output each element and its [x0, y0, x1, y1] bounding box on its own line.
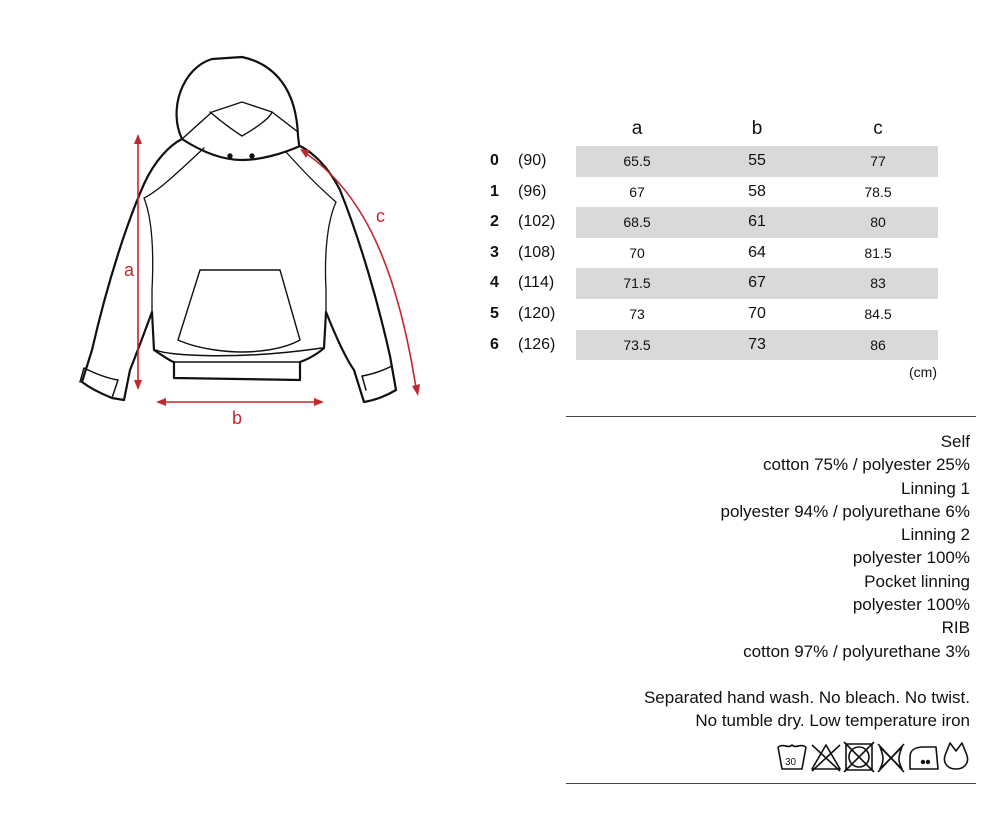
- no-tumble-dry-icon: [844, 742, 874, 772]
- age-label: (90): [518, 152, 547, 169]
- value-b: 58: [748, 182, 766, 200]
- value-c: 78.5: [864, 183, 892, 200]
- age-label: (120): [518, 304, 556, 322]
- value-a: 68.5: [623, 214, 651, 231]
- hoodie-diagram: [60, 50, 440, 440]
- size-label: 5: [490, 304, 499, 322]
- size-label: 6: [490, 335, 499, 353]
- value-b: 64: [748, 243, 766, 261]
- material-part-label: RIB: [941, 618, 970, 638]
- age-label: (114): [518, 274, 555, 292]
- label-c: c: [376, 206, 385, 226]
- material-composition: cotton 75% / polyester 25%: [763, 455, 970, 475]
- value-a: 71.5: [623, 275, 651, 292]
- unit-label: (cm): [909, 364, 937, 380]
- size-label: 3: [490, 243, 499, 261]
- material-composition: polyester 100%: [852, 548, 970, 568]
- size-label: 2: [490, 213, 499, 231]
- material-part-label: Self: [940, 432, 970, 451]
- value-b: 67: [748, 274, 766, 292]
- size-label: 1: [490, 182, 499, 200]
- materials-list: [721, 430, 971, 663]
- value-c: 81.5: [864, 244, 892, 261]
- care-line: No tumble dry. Low temperature iron: [695, 711, 970, 731]
- size-table: [480, 116, 940, 380]
- material-composition: polyester 100%: [852, 595, 970, 615]
- value-a: 73.5: [623, 336, 651, 353]
- material-part-label: Linning 1: [900, 478, 970, 498]
- header-c: c: [873, 118, 883, 139]
- age-label: (96): [518, 182, 547, 200]
- divider-bottom: [566, 783, 976, 784]
- value-a: 65.5: [623, 153, 651, 169]
- value-c: 84.5: [864, 305, 892, 322]
- low-iron-icon: [910, 747, 938, 769]
- value-b: 73: [748, 335, 766, 353]
- value-b: 70: [748, 304, 766, 322]
- hand-wash-icon: [944, 743, 967, 769]
- value-a: 70: [629, 244, 645, 261]
- value-c: 77: [870, 153, 886, 169]
- value-c: 80: [870, 214, 886, 231]
- care-symbols: [776, 739, 972, 773]
- value-b: 61: [748, 213, 766, 231]
- value-a: 67: [629, 183, 645, 200]
- svg-text:30: 30: [785, 757, 797, 768]
- divider-top: [566, 416, 976, 417]
- value-c: 86: [870, 336, 886, 353]
- table-row: [480, 299, 940, 330]
- age-label: (108): [518, 243, 556, 261]
- table-row: [480, 146, 940, 177]
- no-wring-icon: [878, 744, 904, 772]
- label-b: b: [232, 408, 243, 428]
- care-instructions: [644, 686, 970, 733]
- table-header: [480, 116, 940, 146]
- table-row: [480, 268, 940, 299]
- size-label: 0: [490, 152, 499, 169]
- material-composition: polyester 94% / polyurethane 6%: [720, 501, 970, 521]
- value-b: 55: [748, 152, 766, 169]
- material-part-label: Linning 2: [900, 525, 970, 545]
- table-row: [480, 207, 940, 238]
- care-line: Separated hand wash. No bleach. No twist.: [643, 688, 970, 707]
- no-bleach-icon: [812, 745, 840, 771]
- material-part-label: Pocket linning: [864, 571, 970, 591]
- table-row: [480, 238, 940, 269]
- header-a: a: [631, 118, 643, 139]
- header-b: b: [751, 118, 763, 139]
- table-row: [480, 330, 940, 361]
- size-label: 4: [490, 274, 499, 292]
- wash-30-icon: [778, 745, 806, 769]
- value-c: 83: [870, 275, 886, 292]
- age-label: (126): [518, 335, 556, 353]
- table-row: [480, 177, 940, 208]
- value-a: 73: [629, 305, 645, 322]
- age-label: (102): [518, 213, 556, 231]
- label-a: a: [124, 260, 135, 280]
- material-composition: cotton 97% / polyurethane 3%: [743, 641, 970, 661]
